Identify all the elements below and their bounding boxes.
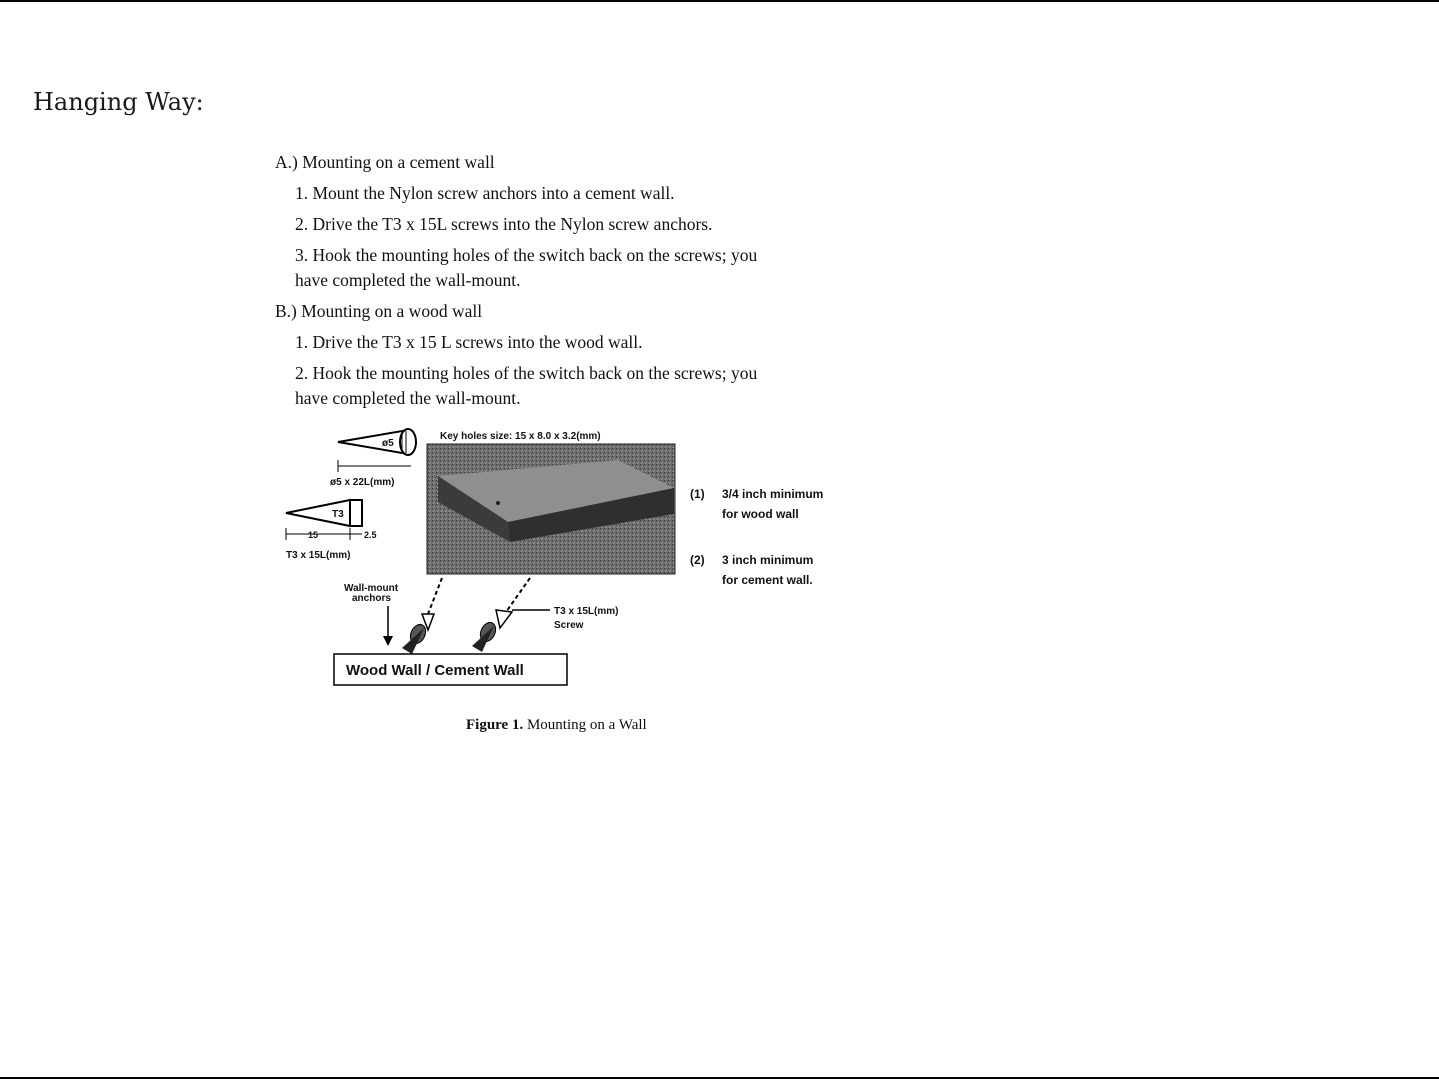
figure-caption-text: Mounting on a Wall [526, 717, 647, 733]
section-a-step-3: 3. Hook the mounting holes of the switch back on the screws; you [295, 245, 758, 265]
page-heading: Hanging Way: [33, 88, 204, 116]
section-b-step-2: 2. Hook the mounting holes of the switch back on the screws; you [295, 363, 758, 383]
note-2-line-1: 3 inch minimum [722, 553, 814, 567]
anchor-dimension: ø5 x 22L(mm) [330, 477, 395, 488]
section-a-step-2: 2. Drive the T3 x 15L screws into the Nylon screw anchors. [295, 214, 713, 234]
figure-caption [466, 717, 647, 734]
section-b-step-1: 1. Drive the T3 x 15 L screws into the wood wall. [295, 332, 643, 352]
wall-mount-diagram [278, 418, 858, 698]
section-a-step-3-cont: have completed the wall-mount. [295, 270, 521, 290]
screw-dimension: T3 x 15L(mm) [286, 550, 351, 561]
section-a-step-1: 1. Mount the Nylon screw anchors into a cement wall. [295, 183, 675, 203]
note-1-number: (1) [690, 487, 705, 501]
screw-callout-line-1: T3 x 15L(mm) [554, 606, 619, 617]
switch-photo [427, 431, 675, 574]
screw-label: T3 [332, 509, 344, 520]
wall-box-label: Wood Wall / Cement Wall [346, 662, 524, 679]
wall-mount-figure [278, 418, 858, 698]
screw-icon [286, 500, 377, 561]
figure-caption-label: Figure 1. [466, 717, 524, 733]
screw-callout-line-2: Screw [554, 620, 584, 631]
anchor-label: ø5 [382, 438, 394, 449]
section-b-title: B.) Mounting on a wood wall [275, 301, 483, 321]
note-2-number: (2) [690, 553, 705, 567]
bottom-rule [0, 1077, 1439, 1079]
note-1-line-2: for wood wall [722, 507, 799, 521]
anchors-line-1: Wall-mount [344, 583, 399, 594]
wall-box [334, 654, 567, 685]
note-1-line-1: 3/4 inch minimum [722, 487, 824, 501]
anchors-callout [344, 583, 399, 646]
section-a-title: A.) Mounting on a cement wall [275, 152, 495, 172]
key-holes-label: Key holes size: 15 x 8.0 x 3.2(mm) [440, 431, 601, 442]
top-rule [0, 0, 1439, 2]
nylon-anchor-icon [330, 429, 416, 488]
mount-arrows-icon [402, 578, 550, 654]
screw-dim-25: 2.5 [364, 530, 377, 540]
note-2-line-2: for cement wall. [722, 573, 813, 587]
anchors-line-2: anchors [352, 593, 391, 604]
screw-dim-15: 15 [308, 530, 319, 540]
wall-notes [690, 487, 823, 587]
section-b-step-2-cont: have completed the wall-mount. [295, 388, 521, 408]
